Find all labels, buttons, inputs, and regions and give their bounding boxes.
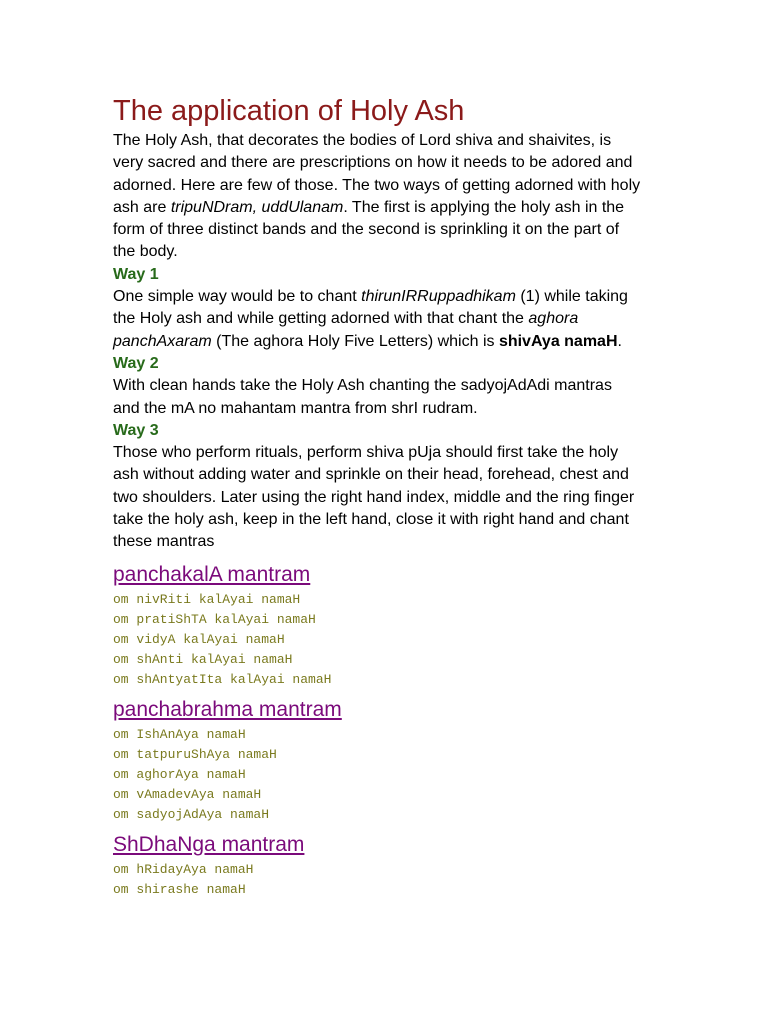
mantra-section-shdhanga <box>113 830 643 900</box>
mantra-line: om nivRiti kalAyai namaH <box>113 591 301 607</box>
way-1-text-4: . <box>617 332 622 350</box>
way-2-heading: Way 2 <box>113 354 159 372</box>
mantra-line: om vAmadevAya namaH <box>113 787 262 803</box>
way-3-heading: Way 3 <box>113 421 159 439</box>
document-page <box>113 92 643 900</box>
mantra-list <box>113 590 643 691</box>
way-1-heading: Way 1 <box>113 265 159 283</box>
mantra-line: om pratiShTA kalAyai namaH <box>113 611 316 627</box>
way-1-term-1: thirunIRRuppadhikam <box>361 288 516 306</box>
mantra-line: om IshAnAya namaH <box>113 726 246 742</box>
intro-text-1: The Holy Ash, that decorates the bodies of Lord shiva and shaivites, is very sacred and there are prescriptions on how it needs to be adored and adorned. Here are few of those. The two ways of getting adorned with holy ash are <box>113 132 641 216</box>
page-title: The application of Holy Ash <box>113 95 465 127</box>
mantra-title-panchakala[interactable]: panchakalA mantram <box>113 562 311 586</box>
mantra-line: om sadyojAdAya namaH <box>113 807 270 823</box>
intro-term: tripuNDram, uddUlanam <box>170 198 344 216</box>
mantra-line: om shirashe namaH <box>113 881 246 897</box>
mantra-line: om shAnti kalAyai namaH <box>113 652 293 668</box>
intro-paragraph <box>113 130 643 264</box>
mantra-list <box>113 725 643 826</box>
way-1-text-1: One simple way would be to chant <box>113 288 362 306</box>
mantra-line: om aghorAya namaH <box>113 767 246 783</box>
way-1-term-2: aghora panchAxaram <box>113 310 579 350</box>
mantra-title-panchabrahma[interactable]: panchabrahma mantram <box>113 697 342 721</box>
mantra-section-panchakala <box>113 560 643 691</box>
mantra-line: om vidyA kalAyai namaH <box>113 632 285 648</box>
way-1-term-3: shivAya namaH <box>498 332 618 350</box>
mantra-list <box>113 860 643 900</box>
way-2-paragraph: With clean hands take the Holy Ash chanting the sadyojAdAdi mantras and the mA no mahantam mantra from shrI rudram. <box>113 377 612 417</box>
way-1-paragraph <box>113 286 643 353</box>
way-1-text-2: (1) while taking the Holy ash and while getting adorned with that chant the <box>113 288 628 328</box>
mantra-line: om shAntyatIta kalAyai namaH <box>113 672 332 688</box>
way-1-text-3: (The aghora Holy Five Letters) which is <box>211 332 499 350</box>
mantra-section-panchabrahma <box>113 695 643 826</box>
mantra-line: om hRidayAya namaH <box>113 861 254 877</box>
mantra-line: om tatpuruShAya namaH <box>113 746 277 762</box>
intro-text-2: . The first is applying the holy ash in the form of three distinct bands and the second is sprinkling it on the part of the body. <box>113 198 625 261</box>
way-3-paragraph: Those who perform rituals, perform shiva pUja should first take the holy ash without adding water and sprinkle on their head, forehead, chest and two shoulders. Later using the right hand index, middle and the ring finger take the holy ash, keep in the left hand, close it with right hand and chant these mantras <box>113 444 635 551</box>
mantra-title-shdhanga[interactable]: ShDhaNga mantram <box>113 832 305 856</box>
